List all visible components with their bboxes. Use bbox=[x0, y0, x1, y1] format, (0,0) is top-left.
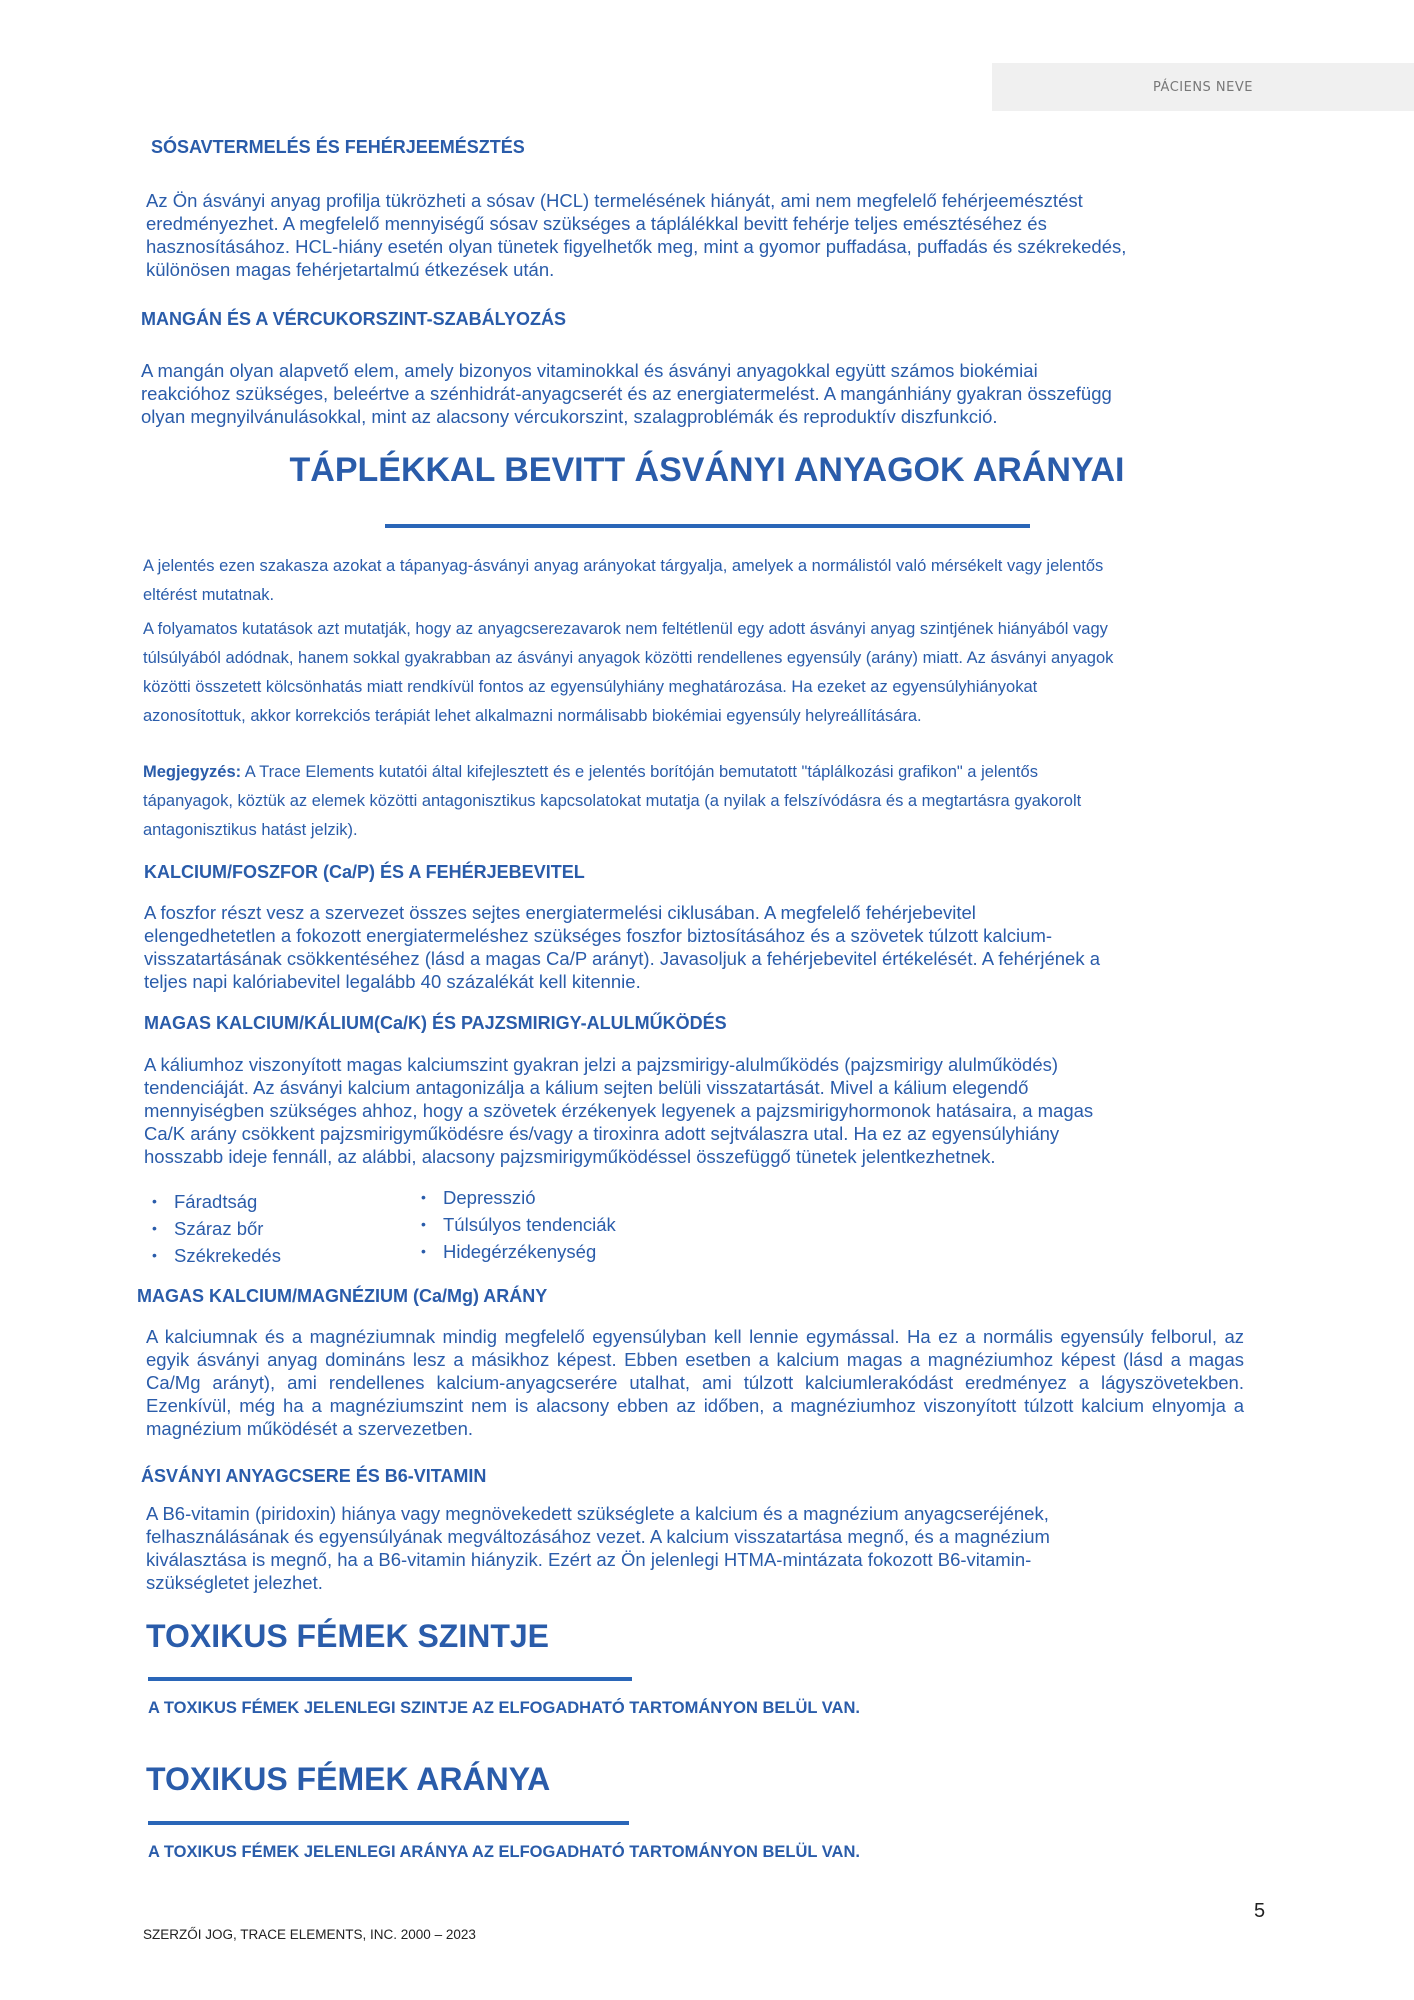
text-line: A foszfor részt vesz a szervezet összes sejtes energiatermelési ciklusában. A megfelelő fehérjebevitel bbox=[144, 902, 976, 923]
ratios-intro bbox=[143, 552, 1103, 610]
text-line: antagonisztikus hatást jelzik). bbox=[143, 821, 358, 839]
text-line: reakcióhoz szükséges, beleértve a szénhidrát-anyagcserét és az energiatermelést. A mangánhiány gyakran összefügg bbox=[141, 383, 1112, 404]
symptom-item: • Túlsúlyos tendenciák bbox=[415, 1211, 616, 1238]
text-line: Az Ön ásványi anyag profilja tükrözheti a sósav (HCL) termelésének hiányát, ami nem megfelelő fehérjeemésztést bbox=[146, 190, 1083, 211]
text-line: kiválasztása is megnő, ha a B6-vitamin hiányzik. Ezért az Ön jelenlegi HTMA-mintázata fokozott B6-vitamin- bbox=[146, 1549, 1032, 1570]
section-body-manganese bbox=[141, 359, 1112, 428]
section-body-ca-mg: A kalciumnak és a magnéziumnak mindig megfelelő egyensúlyban kell lennie egymással. Ha ez a normális egyensúly felborul, az egyik ásványi anyag domináns lesz a másikhoz képest. Ebben esetben a kalcium magas a magnéziumhoz képest (lásd a magas Ca/Mg arányt), ami rendellenes kalcium-anyagcserére utalhat, ami túlzott kalciumlerakódást eredményez a lágyszövetekben. Ezenkívül, még ha a magnéziumszint nem is alacsony ebben az időben, a magnéziumhoz viszonyított túlzott kalcium elnyomja a magnézium működését a szervezetben. bbox=[146, 1326, 1244, 1439]
copyright-footer: SZERZŐI JOG, TRACE ELEMENTS, INC. 2000 – 2023 bbox=[143, 1927, 476, 1942]
symptom-item: • Hidegérzékenység bbox=[415, 1238, 616, 1265]
text-line: különösen magas fehérjetartalmú étkezések után. bbox=[146, 259, 555, 280]
text-line: teljes napi kalóriabevitel legalább 40 százalékát kell kitennie. bbox=[144, 971, 641, 992]
text-line: mennyiségben szükséges ahhoz, hogy a szövetek érzékenyek legyenek a pajzsmirigyhormonok hatásaira, a magas bbox=[144, 1100, 1094, 1121]
heading-underline bbox=[148, 1821, 629, 1825]
text-line: A folyamatos kutatások azt mutatják, hogy az anyagcserezavarok nem feltétlenül egy adott ásványi anyag szintjének hiányából vagy bbox=[143, 620, 1108, 638]
text-line: elengedhetetlen a fokozott energiatermeléshez szükséges foszfor biztosításához és a szövetek túlzott kalcium- bbox=[144, 925, 1053, 946]
section-body-ca-k bbox=[144, 1053, 1093, 1168]
text-line: visszatartásának csökkentéséhez (lásd a magas Ca/P arányt). Javasoljuk a fehérjebevitel értékelését. A fehérjének a bbox=[144, 948, 1101, 969]
heading-mineral-ratios: TÁPLÉKKAL BEVITT ÁSVÁNYI ANYAGOK ARÁNYAI bbox=[289, 451, 1125, 489]
text-line: eredményezhet. A megfelelő mennyiségű sósav szükséges a táplálékkal bevitt fehérje teljes emésztéséhez és bbox=[146, 213, 1047, 234]
heading-underline bbox=[148, 1677, 632, 1681]
text-line: közötti összetett kölcsönhatás miatt rendkívül fontos az egyensúlyhiány meghatározása. Ha ezeket az egyensúlyhiányokat bbox=[143, 678, 1038, 696]
text-line: A mangán olyan alapvető elem, amely bizonyos vitaminokkal és ásványi anyagokkal együtt számos biokémiai bbox=[141, 360, 1038, 381]
symptom-item: • Száraz bőr bbox=[146, 1215, 281, 1242]
ratios-note bbox=[143, 758, 1081, 845]
section-title-manganese: MANGÁN ÉS A VÉRCUKORSZINT-SZABÁLYOZÁS bbox=[141, 309, 567, 329]
note-label: Megjegyzés: bbox=[143, 763, 242, 781]
text-line: A B6-vitamin (piridoxin) hiánya vagy megnövekedett szükséglete a kalcium és a magnézium anyagcseréjének, bbox=[146, 1503, 1049, 1524]
text-line: szükségletet jelezhet. bbox=[146, 1572, 323, 1593]
heading-toxic-levels: TOXIKUS FÉMEK SZINTJE bbox=[146, 1618, 550, 1654]
text-line: A káliumhoz viszonyított magas kalciumszint gyakran jelzi a pajzsmirigy-alulműködés (pajzsmirigy alulműködés) bbox=[144, 1054, 1059, 1075]
patient-name-label: PÁCIENS NEVE bbox=[1153, 79, 1253, 95]
heading-toxic-ratios: TOXIKUS FÉMEK ARÁNYA bbox=[146, 1761, 551, 1797]
text-line: túlsúlyából adódnak, hanem sokkal gyakrabban az ásványi anyagok közötti rendellenes egyensúly (arány) miatt. Az ásványi anyagok bbox=[143, 649, 1114, 667]
section-title-hcl: SÓSAVTERMELÉS ÉS FEHÉRJEEMÉSZTÉS bbox=[151, 137, 525, 157]
section-body-ca-p bbox=[144, 901, 1100, 993]
section-title-ca-p: KALCIUM/FOSZFOR (Ca/P) ÉS A FEHÉRJEBEVITEL bbox=[144, 862, 585, 882]
ratios-research bbox=[143, 615, 1113, 731]
toxic-levels-status: A TOXIKUS FÉMEK JELENLEGI SZINTJE AZ ELFOGADHATÓ TARTOMÁNYON BELÜL VAN. bbox=[148, 1699, 860, 1717]
toxic-ratios-status: A TOXIKUS FÉMEK JELENLEGI ARÁNYA AZ ELFOGADHATÓ TARTOMÁNYON BELÜL VAN. bbox=[148, 1843, 860, 1861]
text-line: azonosítottuk, akkor korrekciós terápiát lehet alkalmazni normálisabb biokémiai egyensúly helyreállítására. bbox=[143, 707, 922, 725]
heading-underline bbox=[385, 524, 1030, 528]
patient-name-box bbox=[992, 63, 1414, 111]
text-line: hosszabb ideje fennáll, az alábbi, alacsony pajzsmirigyműködéssel összefüggő tünetek jelentkezhetnek. bbox=[144, 1146, 996, 1167]
section-title-ca-mg: MAGAS KALCIUM/MAGNÉZIUM (Ca/Mg) ARÁNY bbox=[137, 1286, 548, 1306]
text-line: A Trace Elements kutatói által kifejlesztett és e jelentés borítóján bemutatott "táplálkozási grafikon" a jelentős bbox=[241, 763, 1038, 781]
page-number: 5 bbox=[1254, 1900, 1266, 1922]
symptom-item: • Fáradtság bbox=[146, 1188, 281, 1215]
symptom-item: • Depresszió bbox=[415, 1184, 616, 1211]
section-title-b6: ÁSVÁNYI ANYAGCSERE ÉS B6-VITAMIN bbox=[141, 1466, 487, 1486]
text-line: olyan megnyilvánulásokkal, mint az alacsony vércukorszint, szalagproblémák és reproduktív diszfunkció. bbox=[141, 406, 998, 427]
symptom-list-right bbox=[415, 1184, 616, 1265]
text-line: tápanyagok, köztük az elemek közötti antagonisztikus kapcsolatokat mutatja (a nyilak a felszívódásra és a megtartásra gyakorolt bbox=[143, 792, 1082, 810]
text-line: eltérést mutatnak. bbox=[143, 586, 275, 604]
text-line: A jelentés ezen szakasza azokat a tápanyag-ásványi anyag arányokat tárgyalja, amelyek a normálistól való mérsékelt vagy jelentős bbox=[143, 557, 1104, 575]
section-body-b6 bbox=[146, 1502, 1050, 1594]
text-line: tendenciáját. Az ásványi kalcium antagonizálja a kálium sejten belüli visszatartását. Mivel a kálium elegendő bbox=[144, 1077, 1029, 1098]
section-body-hcl bbox=[146, 189, 1126, 281]
text-line: Ca/K arány csökkent pajzsmirigyműködésre és/vagy a tiroxinra adott sejtválaszra utal. Ha ez az egyensúlyhiány bbox=[144, 1123, 1060, 1144]
section-title-ca-k: MAGAS KALCIUM/KÁLIUM(Ca/K) ÉS PAJZSMIRIGY-ALULMŰKÖDÉS bbox=[144, 1013, 727, 1033]
text-line: felhasználásának és egyensúlyának megváltozásához vezet. A kalcium visszatartása megnő, és a magnézium bbox=[146, 1526, 1050, 1547]
text-line: hasznosításához. HCL-hiány esetén olyan tünetek figyelhetők meg, mint a gyomor puffadása, puffadás és székrekedés, bbox=[146, 236, 1127, 257]
symptom-list-left bbox=[146, 1188, 281, 1269]
symptom-item: • Székrekedés bbox=[146, 1242, 281, 1269]
